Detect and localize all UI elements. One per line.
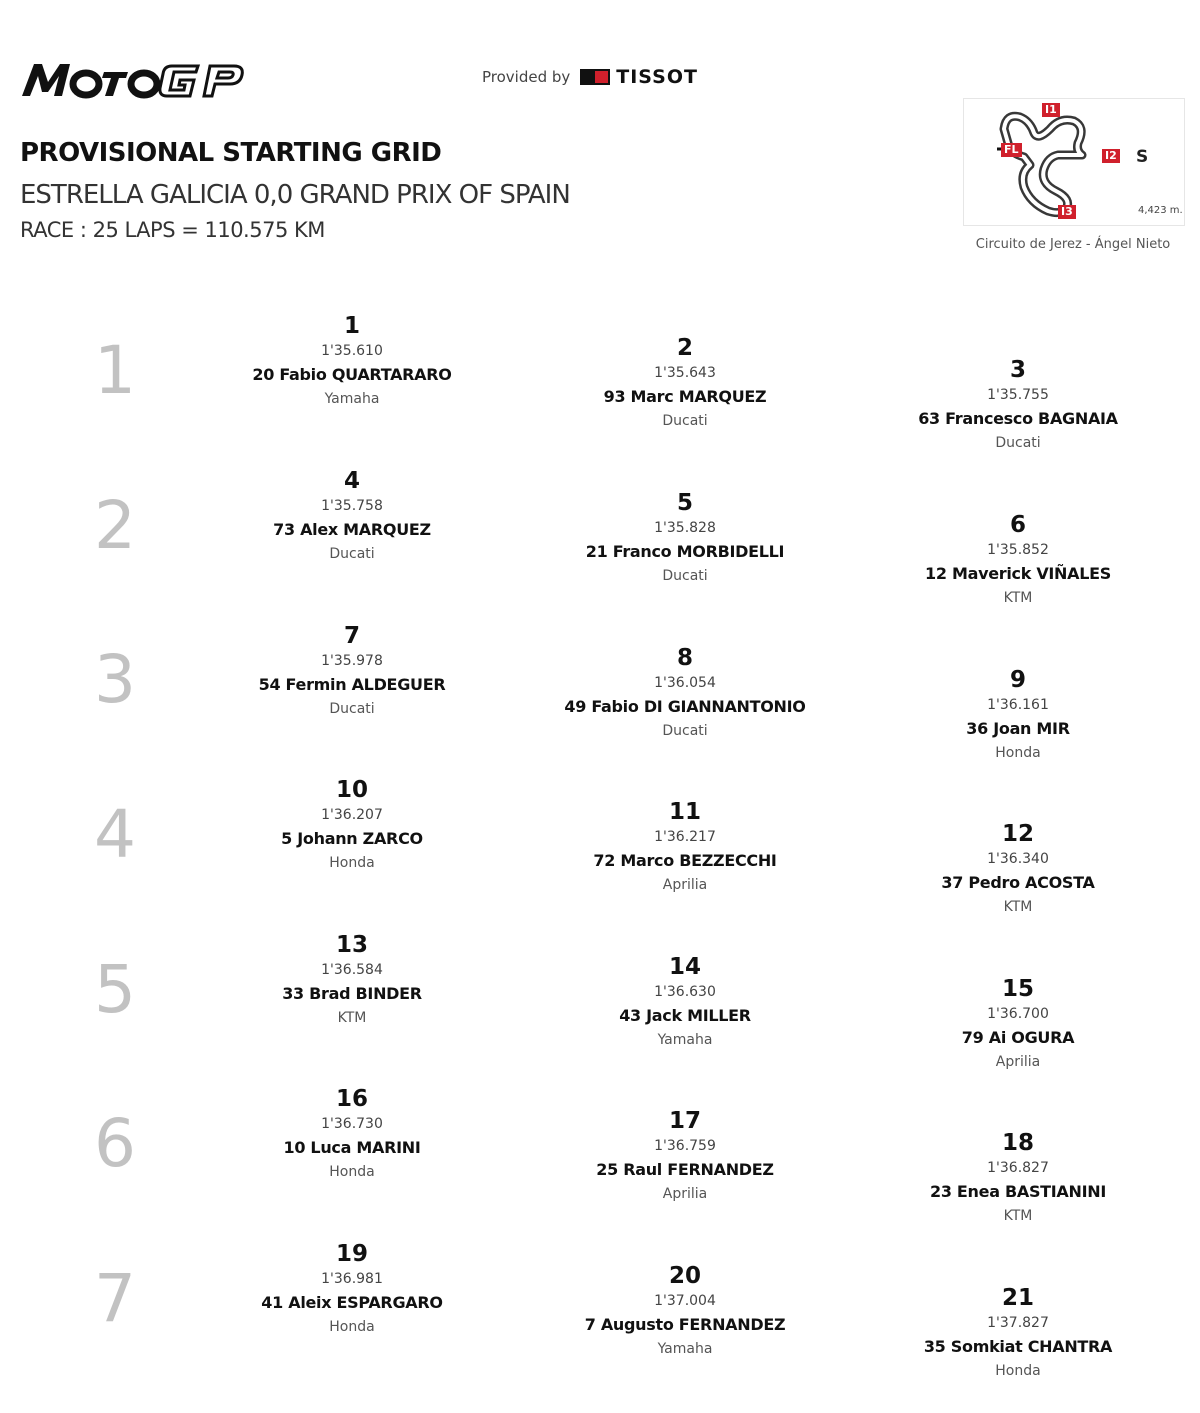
lap-time: 1'36.981 [321,1271,383,1287]
event-name: ESTRELLA GALICIA 0,0 GRAND PRIX OF SPAIN [20,180,570,210]
manufacturer: Ducati [662,568,708,584]
lap-time: 1'35.758 [321,498,383,514]
manufacturer: Honda [329,855,375,871]
grid-position: 19 [335,1241,368,1267]
lap-time: 1'36.161 [987,697,1049,713]
lap-time: 1'36.054 [654,675,716,691]
grid-slot [525,490,845,585]
manufacturer: KTM [1003,899,1033,915]
sponsor-credit [482,66,698,88]
grid-position: 17 [668,1108,701,1134]
grid-slot [858,1285,1178,1380]
grid-slot [525,1108,845,1203]
grid-slot [192,1241,512,1336]
grid-position: 11 [668,799,701,825]
grid-position: 9 [1009,667,1026,693]
manufacturer: KTM [337,1010,367,1026]
page-title: PROVISIONAL STARTING GRID [20,138,442,168]
rider-name: 63 Francesco BAGNAIA [918,409,1118,428]
grid-position: 21 [1001,1285,1034,1311]
rider-name: 35 Somkiat CHANTRA [923,1337,1113,1356]
row-number: 2 [94,487,136,564]
row-number: 4 [94,796,136,873]
rider-name: 23 Enea BASTIANINI [929,1182,1106,1201]
rider-name: 10 Luca MARINI [283,1138,421,1157]
grid-slot [858,512,1178,607]
lap-time: 1'36.730 [321,1116,383,1132]
grid-position: 4 [343,468,360,494]
manufacturer: Aprilia [662,1186,708,1202]
speed-trap-label: S [1136,147,1149,167]
grid-slot [525,799,845,894]
grid-position: 7 [343,623,360,649]
row-number: 3 [94,641,136,718]
rider-name: 25 Raul FERNANDEZ [596,1160,774,1179]
manufacturer: Aprilia [662,877,708,893]
grid-slot [858,821,1178,916]
grid-position: 13 [335,932,368,958]
lap-time: 1'35.852 [987,542,1049,558]
grid-position: 10 [335,777,368,803]
rider-name: 5 Johann ZARCO [281,829,423,848]
tissot-logo [580,66,698,88]
grid-slot [192,777,512,872]
manufacturer: Yamaha [657,1341,713,1357]
provided-by-label: Provided by [482,68,571,86]
intermediate-2-badge: I2 [1102,149,1120,163]
grid-position: 12 [1001,821,1034,847]
lap-time: 1'36.827 [987,1160,1049,1176]
rider-name: 49 Fabio DI GIANNANTONIO [564,697,806,716]
intermediate-3-badge: I3 [1058,205,1076,219]
grid-slot [192,468,512,563]
row-number: 7 [94,1260,136,1337]
manufacturer: Honda [995,1363,1041,1379]
manufacturer: Yamaha [657,1032,713,1048]
grid-position: 15 [1001,976,1034,1002]
manufacturer: Ducati [329,701,375,717]
manufacturer: Ducati [662,413,708,429]
lap-time: 1'36.584 [321,962,383,978]
rider-name: 72 Marco BEZZECCHI [593,851,777,870]
motogp-logo [20,58,252,102]
rider-name: 43 Jack MILLER [619,1006,751,1025]
grid-position: 18 [1001,1130,1034,1156]
manufacturer: KTM [1003,1208,1033,1224]
grid-slot [192,1086,512,1181]
rider-name: 54 Fermin ALDEGUER [258,675,446,694]
grid-slot [858,357,1178,452]
manufacturer: Honda [329,1164,375,1180]
lap-time: 1'35.828 [654,520,716,536]
lap-time: 1'37.827 [987,1315,1049,1331]
lap-time: 1'35.978 [321,653,383,669]
grid-slot [192,623,512,718]
lap-time: 1'37.004 [654,1293,716,1309]
grid-position: 14 [668,954,701,980]
circuit-length: 4,423 m. [1138,205,1183,216]
race-info: RACE : 25 LAPS = 110.575 KM [20,218,325,242]
lap-time: 1'36.340 [987,851,1049,867]
row-number: 6 [94,1105,136,1182]
grid-slot [525,1263,845,1358]
rider-name: 7 Augusto FERNANDEZ [584,1315,786,1334]
lap-time: 1'36.207 [321,807,383,823]
rider-name: 33 Brad BINDER [282,984,422,1003]
sponsor-name: TISSOT [616,66,698,88]
tissot-mark-icon [580,69,610,85]
rider-name: 93 Marc MARQUEZ [603,387,767,406]
rider-name: 21 Franco MORBIDELLI [585,542,785,561]
grid-slot [858,667,1178,762]
rider-name: 20 Fabio QUARTARARO [252,365,452,384]
grid-slot [858,1130,1178,1225]
rider-name: 12 Maverick VIÑALES [925,564,1111,583]
circuit-name: Circuito de Jerez - Ángel Nieto [975,237,1171,252]
grid-position: 3 [1009,357,1026,383]
lap-time: 1'36.630 [654,984,716,1000]
intermediate-1-badge: I1 [1042,103,1060,117]
lap-time: 1'35.610 [321,343,383,359]
manufacturer: Ducati [329,546,375,562]
lap-time: 1'35.755 [987,387,1049,403]
rider-name: 79 Ai OGURA [961,1028,1075,1047]
rider-name: 37 Pedro ACOSTA [941,873,1095,892]
grid-slot [192,313,512,408]
rider-name: 73 Alex MARQUEZ [273,520,431,539]
finish-line-badge: FL [1001,143,1022,157]
lap-time: 1'35.643 [654,365,716,381]
grid-slot [192,932,512,1027]
row-number: 5 [94,951,136,1028]
grid-position: 16 [335,1086,368,1112]
circuit-map [963,98,1185,226]
manufacturer: KTM [1003,590,1033,606]
lap-time: 1'36.700 [987,1006,1049,1022]
manufacturer: Ducati [995,435,1041,451]
manufacturer: Aprilia [995,1054,1041,1070]
grid-position: 1 [343,313,360,339]
manufacturer: Honda [995,745,1041,761]
grid-position: 20 [668,1263,701,1289]
manufacturer: Yamaha [324,391,380,407]
grid-slot [525,954,845,1049]
grid-position: 5 [676,490,693,516]
grid-slot [525,645,845,740]
grid-position: 6 [1009,512,1026,538]
manufacturer: Honda [329,1319,375,1335]
rider-name: 41 Aleix ESPARGARO [261,1293,443,1312]
grid-position: 2 [676,335,693,361]
manufacturer: Ducati [662,723,708,739]
grid-slot [858,976,1178,1071]
grid-slot [525,335,845,430]
lap-time: 1'36.759 [654,1138,716,1154]
grid-position: 8 [676,645,693,671]
rider-name: 36 Joan MIR [966,719,1070,738]
lap-time: 1'36.217 [654,829,716,845]
row-number: 1 [94,332,136,409]
